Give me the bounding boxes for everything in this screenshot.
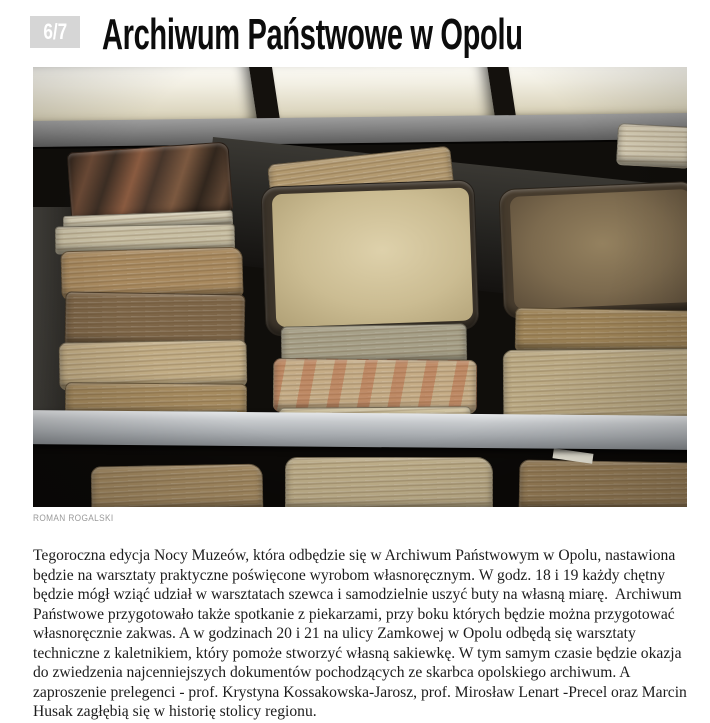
book-pages <box>272 188 474 328</box>
book-large-foredge <box>260 179 479 336</box>
book <box>91 464 264 507</box>
page-title: Archiwum Państwowe w Opolu <box>102 10 523 59</box>
pager-count-label: 6/7 <box>43 19 67 44</box>
article-photo[interactable] <box>33 67 687 507</box>
gallery-pager-badge <box>30 16 80 48</box>
archive-box <box>33 67 257 125</box>
lower-shelf-edge <box>33 410 687 450</box>
article-header <box>0 0 710 67</box>
book <box>285 457 493 507</box>
book <box>519 459 687 507</box>
lower-books-row <box>33 445 687 507</box>
archive-box <box>508 67 687 117</box>
book-pages <box>510 189 687 310</box>
book-dark-foredge <box>498 181 687 320</box>
book <box>616 123 687 169</box>
archive-box <box>272 67 496 122</box>
article-paragraph: Tegoroczna edycja Nocy Muzeów, która odbędzie się w Archiwum Państwowym w Opolu, nastawiona będzie na warsztaty praktyczne poświęcone wyrobom własnoręcznym. W godz. 18 i 19 każdy chętny będzie mógł wziąć udział w warsztatach szewca i samodzielnie uszyć buty na własną miarę. Archiwum Państwowe przygotowało także spotkanie z piekarzami, przy boku których będzie można przygotować własnoręcznie zakwas. A w godzinach 20 i 21 na ulicy Zamkowej w Opolu odbędą się warsztaty techniczne z kaletnikiem, który pomoże stworzyć własną sakiewkę. W tym samym czasie będzie okazja do zwiedzenia najcenniejszych dokumentów pochodzących ze skarbca opolskiego archiwum. A zaproszenie prelegenci - prof. Krystyna Kossakowska-Jarosz, prof. Mirosław Lenart -Precel oraz Marcin Husak zagłębią się w historię stolicy regionu. <box>33 547 691 720</box>
photo-credit: ROMAN ROGALSKI <box>33 513 114 523</box>
